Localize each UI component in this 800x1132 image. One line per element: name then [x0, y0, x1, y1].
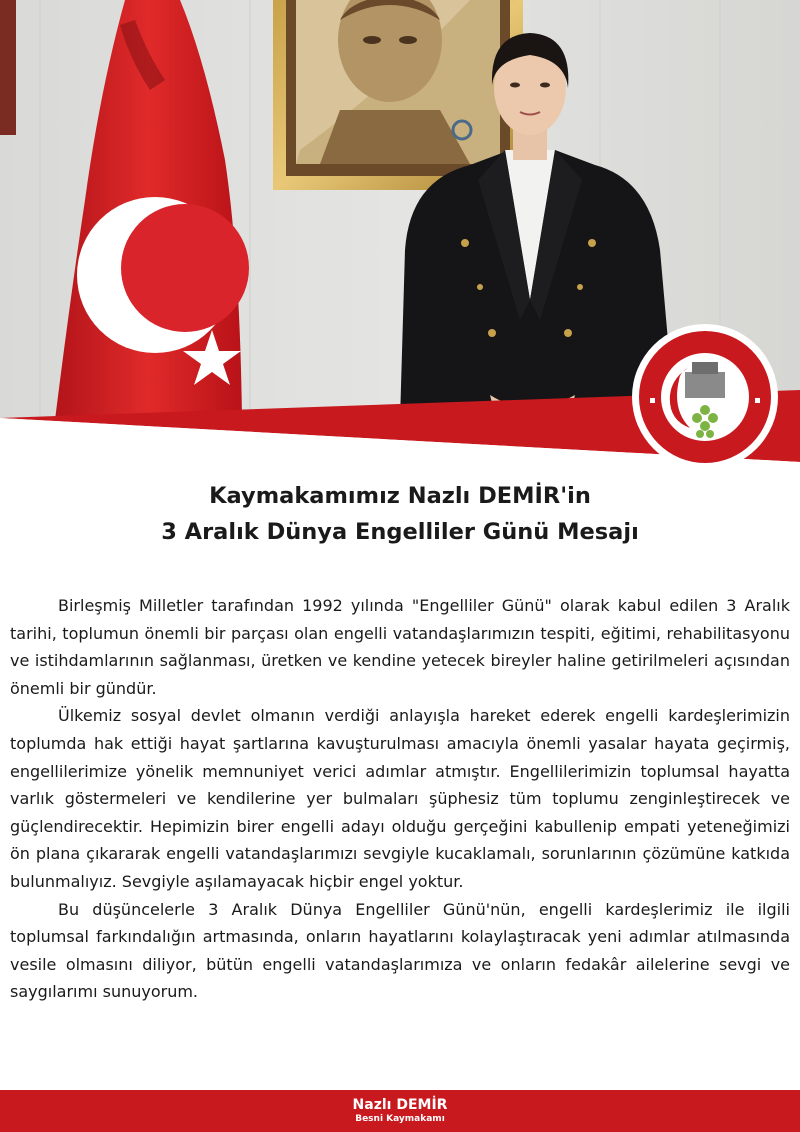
page-title	[0, 478, 800, 550]
paragraph-2: Ülkemiz sosyal devlet olmanın verdiği anlayışla hareket ederek engelli kardeşlerimizin toplumda hak ettiği hayat şartlarına kavuşturulması amacıyla önemli yasalar hayata geçirmiş, engellilerimize yönelik memnuniyet verici adımlar atmıştır. Engellilerimizin toplumsal hayatta varlık göstermeleri ve kendilerine yer bulmaları şüphesiz tüm toplumu zenginleştirecek ve güçlendirecektir. Hepimizin birer engelli adayı olduğu gerçeğini kabullenip empati yeteneğimizi ön plana çıkararak engelli vatandaşlarımızı sevgiyle kucaklamalı, sorunlarının çözümüne katkıda bulunmalıyız. Sevgiyle aşılamayacak hiçbir engel yoktur.	[10, 706, 790, 891]
signature-role: Besni Kaymakamı	[355, 1114, 445, 1124]
hero-photo	[0, 0, 800, 480]
title-line-1: Kaymakamımız Nazlı DEMİR'in	[209, 483, 591, 509]
signature-footer	[0, 1090, 800, 1132]
signature-name: Nazlı DEMİR	[352, 1097, 448, 1113]
message-body	[10, 592, 790, 1006]
besni-kaymakamligi-logo	[632, 324, 778, 470]
title-line-2: 3 Aralık Dünya Engelliler Günü Mesajı	[161, 519, 639, 545]
paragraph-3: Bu düşüncelerle 3 Aralık Dünya Engelliler Günü'nün, engelli kardeşlerimiz ile ilgili toplumsal farkındalığın artmasında, onların hayatlarını kolaylaştıracak yeni adımlar atılmasında vesile olmasını diliyor, bütün engelli vatandaşlarımıza ve onların fedakâr ailelerine sevgi ve saygılarımı sunuyorum.	[10, 899, 790, 1002]
paragraph-1: Birleşmiş Milletler tarafından 1992 yılında "Engelliler Günü" olarak kabul edilen 3 Aralık tarihi, toplumun önemli bir parçası olan engelli vatandaşlarımızın tespiti, eğitimi, rehabilitasyonu ve istihdamlarının sağlanması, üretken ve kendine yetecek bireyler haline getirilmeleri açısından önemli bir gündür.	[10, 596, 790, 698]
